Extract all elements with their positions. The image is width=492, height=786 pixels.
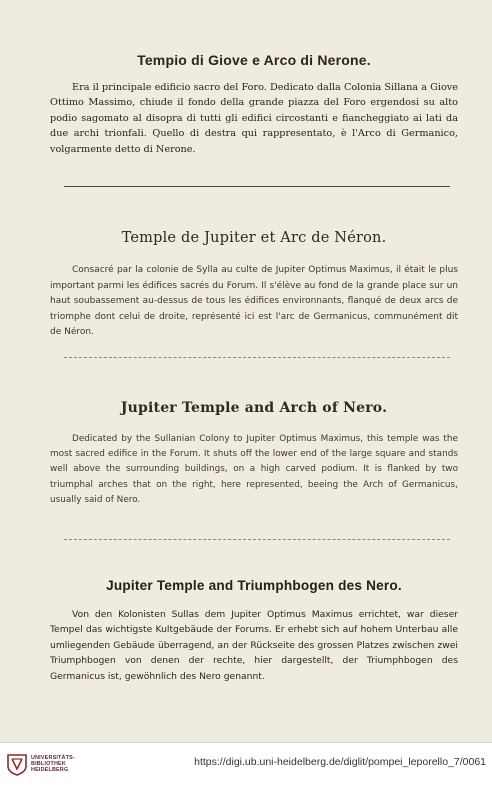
permalink-url[interactable]: https://digi.ub.uni-heidelberg.de/diglit/pompei_leporello_7/0061 xyxy=(194,756,486,768)
section-title-english: Jupiter Temple and Arch of Nero. xyxy=(120,400,388,416)
section-text-english: Dedicated by the Sullanian Colony to Jupiter Optimus Maximus, this temple was the most sacred edifice in the Forum. It shuts off the lower end of the large square and stands well above the surrounding buildings, on a high carved podium. It is flanked by two triumphal arches that on the right, here represented, beeing the Arch of Germanicus, usually said of Nero. xyxy=(50,434,458,505)
viewer-footer xyxy=(0,742,492,786)
section-french xyxy=(50,230,458,341)
section-divider xyxy=(64,357,450,358)
logo-text-line: BIBLIOTHEK xyxy=(31,761,66,768)
university-library-logo-icon[interactable] xyxy=(6,752,28,776)
logo-text-line: HEIDELBERG xyxy=(31,767,69,774)
section-text-italian: Era il principale edificio sacro del Foro. Dedicato dalla Colonia Sillana a Giove Ottimo Massimo, chiude il fondo della grande piazza del Foro ergendosi su alto podio sagomato al disopra di tutti gli edifici circostanti e fiancheggiato ai lati da due archi trionfali. Quello di destra qui rappresentato, è l'Arco di Germanico, volgarmente detto di Nerone. xyxy=(50,82,458,155)
section-english xyxy=(50,400,458,508)
section-title-german: Jupiter Temple and Triumphbogen des Nero. xyxy=(106,578,402,593)
university-library-logo-text xyxy=(31,755,75,774)
section-divider xyxy=(64,186,450,187)
section-italian xyxy=(50,52,458,157)
section-divider xyxy=(64,539,450,540)
section-title-italian: Tempio di Giove e Arco di Nerone. xyxy=(137,52,371,68)
section-title-french: Temple de Jupiter et Arc de Néron. xyxy=(121,230,387,246)
section-text-german: Von den Kolonisten Sullas dem Jupiter Optimus Maximus errichtet, war dieser Tempel das wichtigste Kultgebäude der Forums. Er erhebt sich auf hohem Unterbau alle umliegenden Gebäude überragend, an der Rückseite des grossen Platzes zwischen zwei Triumphbogen von denen der rechte, hier dargestellt, der Triumphbogen des Germanicus ist, gewöhnlich des Nero genannt. xyxy=(50,609,458,682)
section-text-french: Consacré par la colonie de Sylla au culte de Jupiter Optimus Maximus, il était le plus important parmi les édifices sacrés du Forum. Il s'élève au fond de la grande place sur un haut soubassement au-dessus de tous les édifices environnants, flanqué de deux arcs de triomphe dont celui de droite, représenté ici est l'arc de Germanicus, communément dit de Néron. xyxy=(50,265,458,337)
section-german xyxy=(50,578,458,684)
logo-text-line: UNIVERSITÄTS- xyxy=(31,755,75,761)
